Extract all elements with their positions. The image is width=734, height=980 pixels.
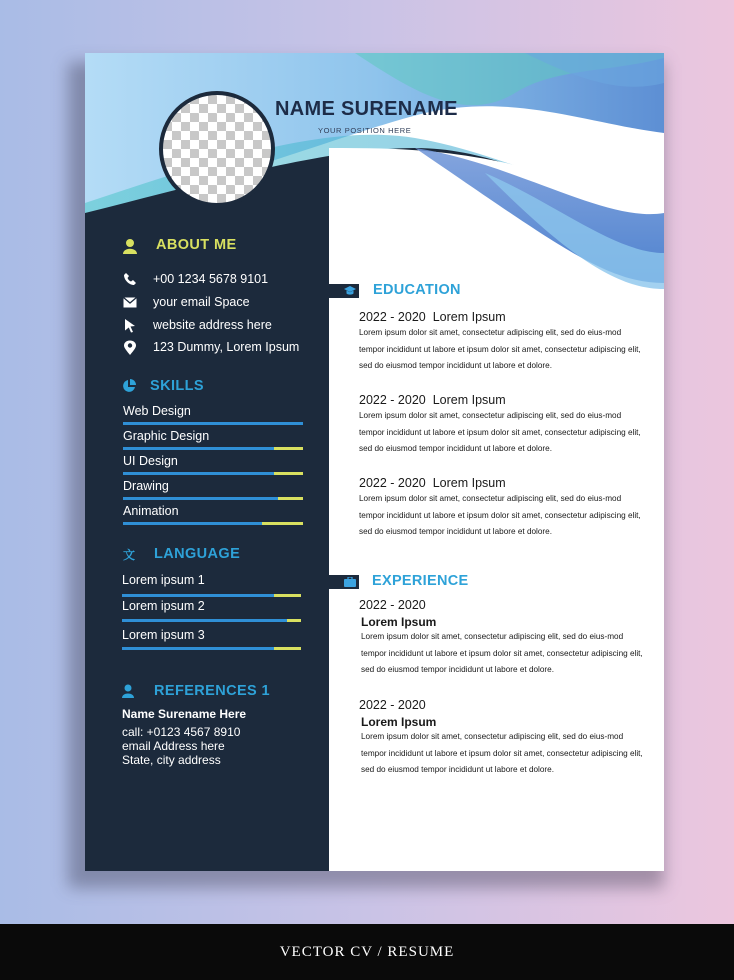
skill-label: Drawing — [123, 479, 169, 493]
language-bar — [122, 647, 301, 650]
experience-tab — [329, 575, 359, 589]
skill-label: UI Design — [123, 454, 178, 468]
education-tab — [329, 284, 359, 298]
footer-caption: VECTOR CV / RESUME — [0, 924, 734, 980]
experience-description: Lorem ipsum dolor sit amet, consectetur adipiscing elit, sed do eius-mod tempor incididunt ut labore et ipsum dolor sit amet, consectetur adipiscing elit, sed do eiusmod tempor incididunt ut labore et dolore. — [361, 732, 643, 774]
candidate-name: NAME SURENAME — [275, 98, 458, 120]
skill-label: Animation — [123, 504, 179, 518]
reference-name: Name Surename Here — [122, 707, 247, 721]
experience-name: Lorem Ipsum — [361, 715, 437, 729]
skill-bar — [123, 497, 303, 500]
education-entry-description: Lorem ipsum dolor sit amet, consectetur adipiscing elit, sed do eius-mod tempor incididunt ut labore et ipsum dolor sit amet, consectetur adipiscing elit, sed do eiusmod tempor incididunt ut labore et dolore. — [359, 494, 641, 536]
cursor-icon — [124, 318, 137, 333]
translate-icon: 文 — [122, 548, 135, 562]
references-title: REFERENCES 1 — [154, 683, 270, 699]
skill-label: Graphic Design — [123, 429, 210, 443]
skill-bar — [123, 422, 303, 425]
education-entry-heading: 2022 - 2020 Lorem Ipsum — [359, 393, 506, 407]
location-pin-icon — [123, 340, 137, 356]
experience-description: Lorem ipsum dolor sit amet, consectetur adipiscing elit, sed do eius-mod tempor incididunt ut labore et ipsum dolor sit amet, consectetur adipiscing elit, sed do eiusmod tempor incididunt ut labore et dolore. — [361, 632, 643, 674]
reference-call: call: +0123 4567 8910 — [122, 725, 241, 739]
about-title: ABOUT ME — [156, 237, 237, 253]
experience-title: EXPERIENCE — [372, 573, 469, 589]
briefcase-icon — [344, 577, 356, 587]
language-label: Lorem ipsum 2 — [122, 599, 205, 613]
person-icon — [123, 238, 137, 254]
language-bar — [122, 619, 301, 622]
skill-bar — [123, 447, 303, 450]
profile-photo-placeholder[interactable] — [159, 91, 275, 207]
skills-title: SKILLS — [150, 378, 204, 394]
language-bar — [122, 594, 301, 597]
language-label: Lorem ipsum 1 — [122, 573, 205, 587]
person-icon — [122, 684, 134, 698]
education-entry-heading: 2022 - 2020 Lorem Ipsum — [359, 476, 506, 490]
education-entry-description: Lorem ipsum dolor sit amet, consectetur adipiscing elit, sed do eius-mod tempor incididunt ut labore et ipsum dolor sit amet, consectetur adipiscing elit, sed do eiusmod tempor incididunt ut labore et dolore. — [359, 411, 641, 453]
experience-date: 2022 - 2020 — [359, 698, 426, 712]
about-address: 123 Dummy, Lorem Ipsum — [153, 340, 300, 354]
education-entry-heading: 2022 - 2020 Lorem Ipsum — [359, 310, 506, 324]
skill-label: Web Design — [123, 404, 191, 418]
graduation-cap-icon — [344, 286, 356, 296]
skill-bar — [123, 472, 303, 475]
about-website: website address here — [153, 318, 272, 332]
experience-name: Lorem Ipsum — [361, 615, 437, 629]
about-email: your email Space — [153, 295, 250, 309]
reference-address: State, city address — [122, 753, 221, 767]
language-title: LANGUAGE — [154, 546, 241, 562]
language-label: Lorem ipsum 3 — [122, 628, 205, 642]
about-phone: +00 1234 5678 9101 — [153, 272, 269, 286]
resume-page — [85, 53, 664, 871]
candidate-position: YOUR POSITION HERE — [318, 126, 412, 135]
pie-chart-icon — [122, 379, 136, 393]
experience-date: 2022 - 2020 — [359, 598, 426, 612]
education-title: EDUCATION — [373, 282, 461, 298]
education-entry-description: Lorem ipsum dolor sit amet, consectetur adipiscing elit, sed do eius-mod tempor incididunt ut labore et ipsum dolor sit amet, consectetur adipiscing elit, sed do eiusmod tempor incididunt ut labore et dolore. — [359, 328, 641, 370]
phone-icon — [123, 272, 137, 286]
reference-email: email Address here — [122, 739, 225, 753]
envelope-icon — [123, 297, 137, 308]
skill-bar — [123, 522, 303, 525]
